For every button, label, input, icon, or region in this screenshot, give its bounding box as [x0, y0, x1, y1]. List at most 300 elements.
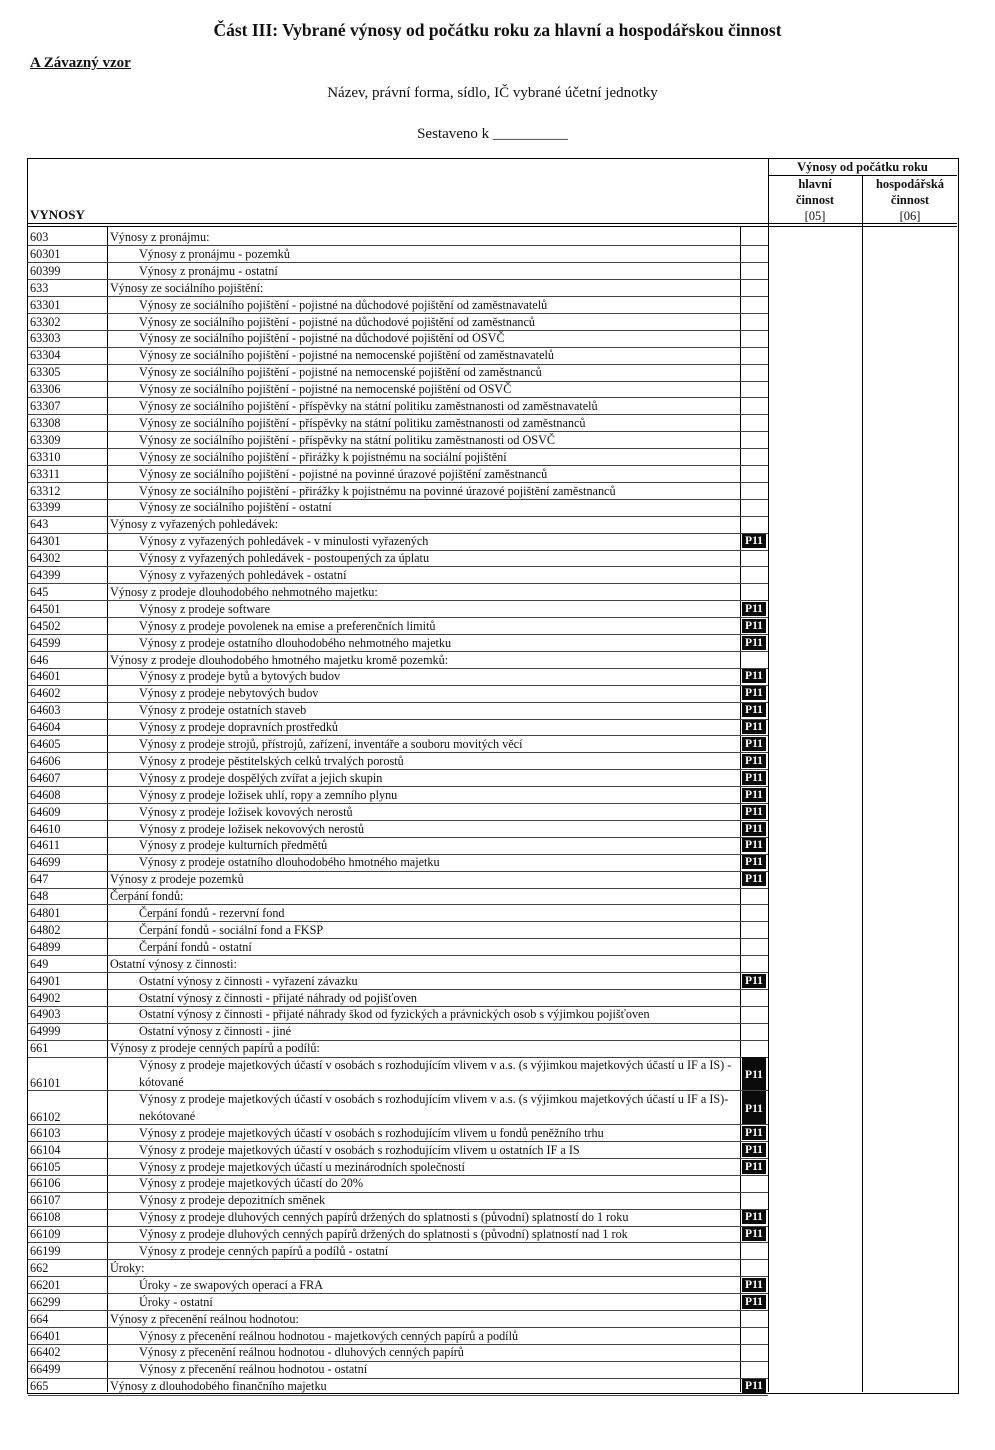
row-name: Výnosy z prodeje strojů, přístrojů, zařízení, inventáře a souboru movitých věcí — [139, 737, 523, 751]
page-title: Část III: Vybrané výnosy od počátku roku za hlavní a hospodářskou činnost — [213, 20, 782, 40]
value-cell-main[interactable] — [769, 702, 862, 719]
row-code: 64301 — [30, 534, 61, 549]
value-cell-main[interactable] — [769, 1243, 862, 1260]
row-name: Výnosy z prodeje dluhových cenných papírů držených do splatnosti s (původní) splatností do 1 roku — [139, 1210, 629, 1225]
value-cell-economic[interactable] — [863, 398, 957, 415]
table-row — [28, 1344, 957, 1361]
value-cell-economic[interactable] — [863, 837, 957, 854]
row-name: Výnosy z prodeje majetkových účastí do 20% — [139, 1176, 364, 1191]
row-code: 66107 — [30, 1193, 61, 1208]
row-code: 64604 — [30, 720, 61, 735]
row-code: 64601 — [30, 669, 61, 684]
table-row — [28, 787, 957, 804]
row-name: Výnosy z prodeje ostatního dlouhodobého hmotného majetku — [139, 855, 440, 870]
row-name: Výnosy z prodeje majetkových účastí u mezinárodních společností — [139, 1159, 465, 1174]
value-cell-economic[interactable] — [863, 753, 957, 770]
p11-badge: P11 — [742, 1160, 766, 1174]
table-row — [28, 973, 957, 990]
table-row — [28, 432, 957, 449]
row-name: Výnosy ze sociálního pojištění - pojistné na důchodové pojištění od zaměstnanců — [139, 314, 536, 329]
table-row — [28, 263, 957, 280]
table-row — [28, 1311, 957, 1328]
row-name: Výnosy ze sociálního pojištění - příspěvky na státní politiku zaměstnanosti od zaměstnavatelů — [139, 399, 598, 413]
row-code: 64602 — [30, 686, 61, 701]
col-main-header — [768, 176, 862, 224]
table-row — [28, 516, 957, 533]
table-row — [28, 1277, 957, 1294]
row-name: Výnosy ze sociálního pojištění - příspěvky na státní politiku zaměstnanosti od OSVČ — [139, 432, 556, 447]
value-cell-main[interactable] — [769, 1344, 862, 1361]
table-row — [28, 584, 957, 601]
row-code: 665 — [30, 1379, 49, 1394]
value-cell-economic[interactable] — [863, 652, 957, 669]
p11-badge: P11 — [742, 1379, 766, 1393]
value-cell-main[interactable] — [769, 635, 862, 652]
row-name: Výnosy z prodeje cenných papírů a podílů - ostatní — [139, 1244, 389, 1258]
value-cell-main[interactable] — [769, 364, 862, 381]
row-code: 63302 — [30, 314, 61, 329]
value-cell-economic[interactable] — [863, 246, 957, 263]
value-cell-main[interactable] — [769, 668, 862, 685]
value-cell-economic[interactable] — [863, 466, 957, 483]
value-cell-main[interactable] — [769, 652, 862, 669]
value-cell-main[interactable] — [769, 449, 862, 466]
table-row — [28, 618, 957, 635]
row-name: Výnosy ze sociálního pojištění - pojistné na povinné úrazové pojištění zaměstnanců — [139, 466, 548, 481]
value-cell-economic[interactable] — [863, 922, 957, 939]
table-row — [28, 550, 957, 567]
p11-badge: P11 — [742, 855, 766, 869]
row-name: Čerpání fondů - ostatní — [139, 939, 252, 954]
row-name: Výnosy z dlouhodobého finančního majetku — [110, 1379, 327, 1394]
row-code: 66104 — [30, 1142, 61, 1157]
table-row — [28, 1040, 957, 1057]
value-cell-main[interactable] — [769, 499, 862, 516]
table-row — [28, 1209, 957, 1226]
value-cell-main[interactable] — [769, 432, 862, 449]
value-cell-main[interactable] — [769, 736, 862, 753]
row-name: Výnosy z prodeje dopravních prostředků — [139, 720, 339, 735]
value-cell-economic[interactable] — [863, 685, 957, 702]
value-cell-main[interactable] — [769, 905, 862, 922]
p11-badge: P11 — [742, 1210, 766, 1224]
row-name: Výnosy z prodeje ložisek kovových nerostů — [139, 804, 353, 819]
p11-badge: P11 — [742, 1227, 766, 1241]
value-cell-main[interactable] — [769, 466, 862, 483]
value-cell-main[interactable] — [769, 1091, 862, 1125]
value-cell-economic[interactable] — [863, 347, 957, 364]
row-code: 60301 — [30, 246, 61, 261]
table-row — [28, 466, 957, 483]
value-cell-economic[interactable] — [863, 702, 957, 719]
value-cell-economic[interactable] — [863, 618, 957, 635]
value-cell-economic[interactable] — [863, 1344, 957, 1361]
entity-line: Název, právní forma, sídlo, IČ vybrané účetní jednotky — [327, 85, 658, 101]
value-cell-main[interactable] — [769, 280, 862, 297]
col-economic-header — [863, 176, 957, 224]
value-cell-economic[interactable] — [863, 719, 957, 736]
value-cell-main[interactable] — [769, 888, 862, 905]
row-code: 64607 — [30, 770, 61, 785]
row-code: 64502 — [30, 618, 61, 633]
row-name: Výnosy ze sociálního pojištění - přirážky k pojistnému na povinné úrazové pojištění zaměstnanců — [139, 483, 616, 498]
value-cell-economic[interactable] — [863, 516, 957, 533]
value-cell-economic[interactable] — [863, 229, 957, 246]
value-cell-main[interactable] — [769, 297, 862, 314]
value-cell-economic[interactable] — [863, 973, 957, 990]
value-cell-economic[interactable] — [863, 297, 957, 314]
col-economic-code: [06] — [899, 209, 921, 223]
table-row — [28, 635, 957, 652]
row-name: Čerpání fondů - rezervní fond — [139, 906, 285, 920]
value-cell-economic[interactable] — [863, 601, 957, 618]
value-cell-economic[interactable] — [863, 449, 957, 466]
row-name: Výnosy z prodeje software — [139, 601, 270, 616]
row-name: Výnosy z prodeje povolenek na emise a preferenčních limitů — [139, 618, 436, 633]
value-cell-economic[interactable] — [863, 1361, 957, 1378]
value-cell-main[interactable] — [769, 939, 862, 956]
value-cell-economic[interactable] — [863, 263, 957, 280]
value-cell-economic[interactable] — [863, 550, 957, 567]
row-name: Výnosy ze sociálního pojištění: — [110, 280, 264, 295]
value-cell-main[interactable] — [769, 1328, 862, 1345]
row-name: Výnosy z vyřazených pohledávek - ostatní — [139, 568, 347, 582]
row-code: 66109 — [30, 1227, 61, 1242]
col-main-line1: hlavní — [798, 177, 832, 191]
table-row — [28, 499, 957, 516]
value-cell-economic[interactable] — [863, 1125, 957, 1142]
row-code: 66402 — [30, 1345, 61, 1360]
value-cell-economic[interactable] — [863, 1023, 957, 1040]
row-code: 64609 — [30, 804, 61, 819]
table-row — [28, 1226, 957, 1243]
value-cell-main[interactable] — [769, 871, 862, 888]
p11-badge: P11 — [742, 720, 766, 734]
row-name: Výnosy z prodeje majetkových účastí v osobách s rozhodujícím vlivem v a.s. (s výjimkou majetkových účastí u IF a IS)- nekótované — [139, 1091, 729, 1123]
table-row — [28, 1091, 957, 1125]
row-code: 648 — [30, 889, 49, 904]
value-cell-economic[interactable] — [863, 314, 957, 331]
value-cell-main[interactable] — [769, 1175, 862, 1192]
row-name: Výnosy z prodeje dlouhodobého nehmotného majetku: — [110, 584, 378, 599]
p11-badge: P11 — [742, 754, 766, 768]
p11-badge: P11 — [742, 686, 766, 700]
value-cell-economic[interactable] — [863, 1294, 957, 1311]
row-name: Výnosy z prodeje ložisek uhlí, ropy a zemního plynu — [139, 787, 398, 802]
table-row — [28, 246, 957, 263]
row-code: 64611 — [30, 838, 61, 853]
table-row — [28, 905, 957, 922]
row-code: 63301 — [30, 297, 61, 312]
value-cell-economic[interactable] — [863, 533, 957, 550]
row-code: 64399 — [30, 568, 61, 582]
table-row — [28, 871, 957, 888]
value-cell-economic[interactable] — [863, 668, 957, 685]
p11-badge: P11 — [742, 1126, 766, 1140]
p11-badge: P11 — [742, 974, 766, 988]
table-row — [28, 1006, 957, 1023]
value-cell-economic[interactable] — [863, 1192, 957, 1209]
row-name: Výnosy ze sociálního pojištění - pojistné na důchodové pojištění od OSVČ — [139, 331, 505, 346]
row-code: 66199 — [30, 1244, 61, 1258]
row-name: Ostatní výnosy z činnosti - jiné — [139, 1024, 291, 1039]
row-code: 64903 — [30, 1007, 61, 1022]
row-name: Výnosy ze sociálního pojištění - pojistné na důchodové pojištění od zaměstnavatelů — [139, 297, 548, 312]
row-code: 643 — [30, 517, 49, 532]
value-cell-economic[interactable] — [863, 1328, 957, 1345]
value-cell-economic[interactable] — [863, 804, 957, 821]
value-cell-economic[interactable] — [863, 854, 957, 871]
row-code: 633 — [30, 280, 49, 295]
value-cell-economic[interactable] — [863, 635, 957, 652]
value-cell-economic[interactable] — [863, 905, 957, 922]
table-row — [28, 685, 957, 702]
table-row — [28, 990, 957, 1007]
value-cell-main[interactable] — [769, 516, 862, 533]
value-cell-economic[interactable] — [863, 1243, 957, 1260]
value-cell-main[interactable] — [769, 246, 862, 263]
value-cell-main[interactable] — [769, 956, 862, 973]
row-name: Výnosy ze sociálního pojištění - pojistné na nemocenské pojištění od zaměstnanců — [139, 365, 542, 380]
table-row — [28, 330, 957, 347]
row-name: Výnosy z vyřazených pohledávek - postoupených za úplatu — [139, 551, 430, 566]
row-name: Výnosy z prodeje dlouhodobého hmotného majetku kromě pozemků: — [110, 652, 449, 667]
p11-badge: P11 — [742, 1143, 766, 1157]
row-code: 66103 — [30, 1125, 61, 1140]
col-economic-line1: hospodářská — [875, 177, 945, 191]
p11-badge: P11 — [742, 1091, 766, 1124]
row-name: Výnosy z prodeje bytů a bytových budov — [139, 669, 341, 684]
value-cell-main[interactable] — [769, 229, 862, 246]
value-cell-economic[interactable] — [863, 990, 957, 1007]
row-name: Výnosy z prodeje depozitních směnek — [139, 1193, 326, 1208]
value-cell-economic[interactable] — [863, 1040, 957, 1057]
value-cell-economic[interactable] — [863, 1175, 957, 1192]
row-name: Výnosy z přecenění reálnou hodnotou - majetkových cenných papírů a podílů — [139, 1328, 519, 1343]
p11-badge: P11 — [742, 1278, 766, 1292]
row-name: Výnosy z přecenění reálnou hodnotou - dluhových cenných papírů — [139, 1345, 464, 1360]
p11-badge: P11 — [742, 636, 766, 650]
value-cell-main[interactable] — [769, 1294, 862, 1311]
p11-badge: P11 — [742, 737, 766, 751]
row-name: Výnosy ze sociálního pojištění - pojistné na nemocenské pojištění od zaměstnavatelů — [139, 348, 554, 363]
row-name: Výnosy z vyřazených pohledávek: — [110, 517, 279, 532]
value-cell-main[interactable] — [769, 415, 862, 432]
value-cell-economic[interactable] — [863, 1091, 957, 1125]
row-name: Výnosy z prodeje ložisek nekovových nerostů — [139, 821, 365, 836]
value-cell-economic[interactable] — [863, 364, 957, 381]
table-row — [28, 837, 957, 854]
value-cell-main[interactable] — [769, 685, 862, 702]
row-name: Čerpání fondů - sociální fond a FKSP — [139, 922, 324, 937]
row-code: 66108 — [30, 1210, 61, 1225]
row-name: Ostatní výnosy z činnosti - přijaté náhrady od pojišťoven — [139, 990, 418, 1005]
column-group-header: Výnosy od počátku roku — [797, 160, 928, 174]
row-code: 63309 — [30, 432, 61, 447]
value-cell-main[interactable] — [769, 567, 862, 584]
p11-badge: P11 — [742, 771, 766, 785]
value-cell-economic[interactable] — [863, 432, 957, 449]
table-row — [28, 736, 957, 753]
value-cell-main[interactable] — [769, 1226, 862, 1243]
table-row — [28, 483, 957, 500]
row-name: Výnosy ze sociálního pojištění - ostatní — [139, 500, 332, 515]
value-cell-main[interactable] — [769, 1159, 862, 1176]
value-cell-main[interactable] — [769, 1209, 862, 1226]
row-name: Úroky - ostatní — [139, 1294, 213, 1309]
row-code: 63310 — [30, 449, 61, 464]
row-code: 64302 — [30, 551, 61, 566]
row-name: Výnosy z prodeje majetkových účastí v osobách s rozhodujícím vlivem u ostatních IF a IS — [139, 1142, 580, 1157]
value-cell-main[interactable] — [769, 347, 862, 364]
value-cell-economic[interactable] — [863, 415, 957, 432]
table-row — [28, 1142, 957, 1159]
value-cell-main[interactable] — [769, 618, 862, 635]
row-code: 64605 — [30, 737, 61, 751]
row-code: 647 — [30, 872, 49, 887]
value-cell-economic[interactable] — [863, 1311, 957, 1328]
value-cell-main[interactable] — [769, 770, 862, 787]
value-cell-main[interactable] — [769, 821, 862, 838]
value-cell-economic[interactable] — [863, 567, 957, 584]
table-row — [28, 449, 957, 466]
row-code: 63307 — [30, 399, 61, 413]
row-name: Výnosy z prodeje dluhových cenných papírů držených do splatnosti s (původní) splatností nad 1 rok — [139, 1227, 628, 1242]
compiled-date-line: Sestaveno k __________ — [417, 126, 568, 142]
row-name: Výnosy z prodeje dospělých zvířat a jejich skupin — [139, 770, 383, 785]
value-cell-economic[interactable] — [863, 330, 957, 347]
value-cell-main[interactable] — [769, 1378, 862, 1395]
value-cell-main[interactable] — [769, 753, 862, 770]
value-cell-economic[interactable] — [863, 939, 957, 956]
value-cell-main[interactable] — [769, 1006, 862, 1023]
value-cell-economic[interactable] — [863, 1006, 957, 1023]
value-cell-economic[interactable] — [863, 280, 957, 297]
value-cell-main[interactable] — [769, 787, 862, 804]
value-cell-main[interactable] — [769, 922, 862, 939]
row-code: 646 — [30, 652, 49, 667]
row-code: 664 — [30, 1311, 49, 1326]
value-cell-economic[interactable] — [863, 483, 957, 500]
row-name: Výnosy z prodeje majetkových účastí v osobách s rozhodujícím vlivem v a.s. (s výjimkou majetkových účastí u IF a IS) - kótované — [139, 1058, 732, 1089]
value-cell-main[interactable] — [769, 1192, 862, 1209]
value-cell-economic[interactable] — [863, 499, 957, 516]
value-cell-economic[interactable] — [863, 381, 957, 398]
row-code: 649 — [30, 956, 49, 971]
value-cell-main[interactable] — [769, 973, 862, 990]
value-cell-main[interactable] — [769, 837, 862, 854]
value-cell-main[interactable] — [769, 398, 862, 415]
table-row — [28, 1125, 957, 1142]
table-row — [28, 1159, 957, 1176]
row-code: 63304 — [30, 348, 61, 363]
row-code: 63305 — [30, 365, 61, 380]
value-cell-main[interactable] — [769, 550, 862, 567]
value-cell-main[interactable] — [769, 1142, 862, 1159]
value-cell-economic[interactable] — [863, 787, 957, 804]
value-cell-main[interactable] — [769, 263, 862, 280]
value-cell-economic[interactable] — [863, 1378, 957, 1395]
table-row — [28, 939, 957, 956]
row-name: Výnosy z pronájmu - pozemků — [139, 246, 290, 261]
value-cell-economic[interactable] — [863, 821, 957, 838]
value-cell-main[interactable] — [769, 330, 862, 347]
row-name: Výnosy ze sociálního pojištění - přirážky k pojistnému na sociální pojištění — [139, 449, 507, 464]
value-cell-economic[interactable] — [863, 1260, 957, 1277]
table-row — [28, 804, 957, 821]
row-name: Úroky: — [110, 1260, 145, 1275]
table-row — [28, 1023, 957, 1040]
row-name: Výnosy z prodeje majetkových účastí v osobách s rozhodujícím vlivem u fondů peněžního trhu — [139, 1125, 604, 1140]
p11-badge: P11 — [742, 602, 766, 616]
value-cell-economic[interactable] — [863, 1057, 957, 1091]
table-row — [28, 1294, 957, 1311]
value-cell-main[interactable] — [769, 1260, 862, 1277]
value-cell-main[interactable] — [769, 1277, 862, 1294]
value-cell-economic[interactable] — [863, 1209, 957, 1226]
value-cell-main[interactable] — [769, 483, 862, 500]
p11-badge: P11 — [742, 822, 766, 836]
p11-badge: P11 — [742, 669, 766, 683]
table-row — [28, 280, 957, 297]
row-name: Výnosy ze sociálního pojištění - pojistné na nemocenské pojištění od OSVČ — [139, 382, 512, 397]
row-code: 64608 — [30, 787, 61, 802]
value-cell-economic[interactable] — [863, 1226, 957, 1243]
value-cell-main[interactable] — [769, 1057, 862, 1091]
value-cell-main[interactable] — [769, 601, 862, 618]
value-cell-main[interactable] — [769, 584, 862, 601]
row-code: 66299 — [30, 1294, 61, 1309]
value-cell-main[interactable] — [769, 1023, 862, 1040]
value-cell-economic[interactable] — [863, 1277, 957, 1294]
table-row — [28, 719, 957, 736]
p11-badge: P11 — [742, 619, 766, 633]
value-cell-economic[interactable] — [863, 1142, 957, 1159]
value-cell-main[interactable] — [769, 381, 862, 398]
value-cell-main[interactable] — [769, 719, 862, 736]
value-cell-economic[interactable] — [863, 956, 957, 973]
p11-badge: P11 — [742, 805, 766, 819]
table-row — [28, 381, 957, 398]
value-cell-economic[interactable] — [863, 736, 957, 753]
table-row — [28, 347, 957, 364]
p11-badge: P11 — [742, 1057, 766, 1090]
value-cell-main[interactable] — [769, 854, 862, 871]
value-cell-economic[interactable] — [863, 888, 957, 905]
value-cell-main[interactable] — [769, 533, 862, 550]
table-row — [28, 229, 957, 246]
row-code: 66101 — [30, 1075, 61, 1090]
row-code: 64802 — [30, 922, 61, 937]
value-cell-main[interactable] — [769, 1125, 862, 1142]
value-cell-economic[interactable] — [863, 871, 957, 888]
value-cell-main[interactable] — [769, 1311, 862, 1328]
value-cell-main[interactable] — [769, 804, 862, 821]
value-cell-main[interactable] — [769, 1361, 862, 1378]
table-row — [28, 1260, 957, 1277]
table-row — [28, 1378, 957, 1395]
table-row — [28, 398, 957, 415]
value-cell-main[interactable] — [769, 990, 862, 1007]
value-cell-main[interactable] — [769, 314, 862, 331]
col-main-line2: činnost — [795, 193, 835, 207]
value-cell-economic[interactable] — [863, 1159, 957, 1176]
value-cell-economic[interactable] — [863, 584, 957, 601]
value-cell-economic[interactable] — [863, 770, 957, 787]
row-name: Výnosy z prodeje kulturních předmětů — [139, 838, 328, 853]
value-cell-main[interactable] — [769, 1040, 862, 1057]
p11-badge: P11 — [742, 872, 766, 886]
